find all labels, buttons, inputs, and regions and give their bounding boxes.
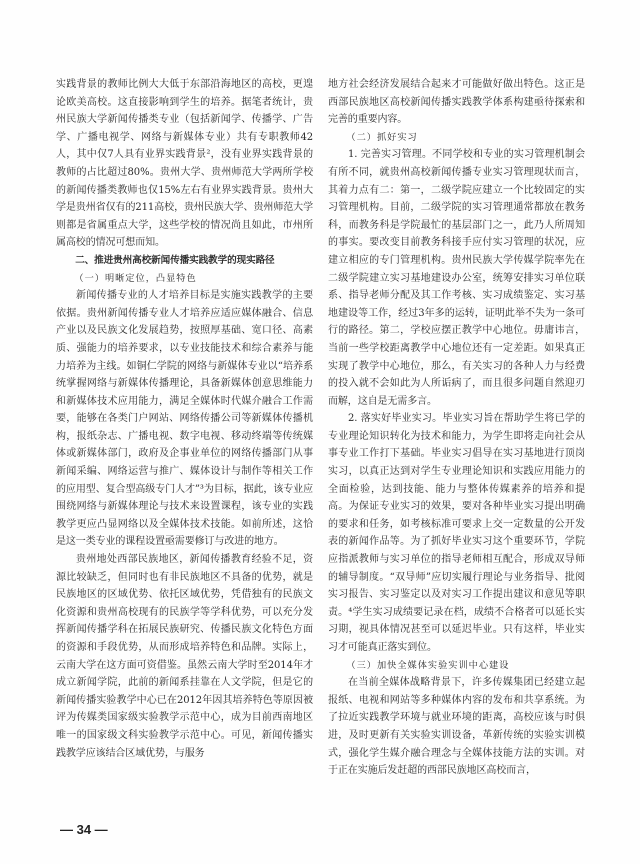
page-number: — 34 — <box>60 822 108 837</box>
subsection-heading: （二）抓好实习 <box>346 131 418 143</box>
subsection-heading: （一）明晰定位，凸显特色 <box>74 272 197 284</box>
paragraph-continued: 实践背景的教师比例大大低于东部沿海地区的高校，更遑论欧美高校。这直接影响到学生的培养。据笔者统计，贵州民族大学新闻传播类专业（包括新闻学、传播学、广告学、广播电视学、网络与新媒体专业）共有专职教师42人，其中仅7人具有业界实践背景²，没有业界实践背景的教师的占比超过80%。贵州大学、贵州师范大学两所学校的新闻传播类教师也仅15%左右有业界实践背景。贵州大学是贵州省仅有的211高校，贵州民族大学、贵州师范大学则都是省属重点大学，这些学校的情况尚且如此，市州所属高校的情况可想而知。 <box>56 79 313 249</box>
body-paragraph: 新闻传播专业的人才培养目标是实施实践教学的主要依据。贵州新闻传播专业人才培养应适应媒体融合、信息产业以及民族文化发展趋势，按照厚基础、宽口径、高素质、强能力的培养要求，以专业技能技术和综合素养与能力培养为主线。如铜仁学院的网络与新媒体专业以“培养系统掌握网络与新媒体传播理论，具备新媒体创意思维能力和新媒体技术应用能力，满足全媒体时代媒介融合工作需要，能够在各类门户网站、网络传播公司等新媒体传播机构，报纸杂志、广播电视、数字电视、移动终端等传统媒体或新媒体部门，政府及企事业单位的网络传播部门从事新闻采编、网络运营与推广、媒体设计与制作等相关工作的应用型、复合型高级专门人才”³为目标，据此，该专业应围绕网络与新媒体理论与技术来设置课程，该专业的实践教学更应凸显网络以及全媒体技术技能。如前所述，这恰是这一类专业的课程设置亟需要修订与改进的地方。 <box>56 290 313 548</box>
paragraph-continued: 地方社会经济发展结合起来才可能做好做出特色。这正是西部民族地区高校新闻传播实践教学体系构建亟待探索和完善的重要内容。 <box>328 79 585 126</box>
body-paragraph: 1. 完善实习管理。不同学校和专业的实习管理机制会有所不同，就贵州高校新闻传播专业实习管理现状而言，其着力点有二：第一，二级学院应建立一个比较固定的实习管理机构。目前，二级学院的实习管理通常都放在教务科，而教务科是学院最忙的基层部门之一，此乃人所周知的事实。要改变目前教务科接手应付实习管理的状况，应建立相应的专门管理机构。贵州民族大学传媒学院率先在二级学院建立实习基地建设办公室，统筹安排实习单位联系、指导老师分配及其工作考核、实习成绩鉴定、实习基地建设等工作，经过3年多的运转，证明此举不失为一条可行的路径。第二，学校应摆正教学中心地位。毋庸讳言，当前一些学校距离教学中心地位还有一定差距。如果真正实现了教学中心地位，那么，有关实习的各种人力与经费的投入就不会如此为人所诟病了，而且很多问题自然迎刃而解，这自是无需多言。 <box>328 149 585 407</box>
subsection-heading: （三）加快全媒体实验实训中心建设 <box>346 659 510 671</box>
body-paragraph: 在当前全媒体战略背景下，许多传媒集团已经建立起报纸、电视和网站等多种媒体内容的发布和共享系统。为了拉近实践教学环境与就业环境的距离，高校应该与时俱进，及时更新有关实验实训设备，革新传统的实验实训模式，强化学生媒介融合理念与全媒体技能方法的实训。对于正在实施后发赶超的西部民族地区高校而言， <box>328 677 585 777</box>
section-heading: 二、推进贵州高校新闻传播实践教学的现实路径 <box>75 254 275 266</box>
body-paragraph: 贵州地处西部民族地区，新闻传播教育经验不足，资源比较缺乏，但同时也有非民族地区不具备的优势，就是民族地区的区域优势、依托区域优势，凭借独有的民族文化资源和贵州高校现有的民族学等学科优势，可以充分发挥新闻传播学科在拓展民族研究、传播民族文化特色方面的资源和手段优势，从而形成培养特色和品牌。实际上，云南大学在这方面可资借鉴。虽然云南大学时至2014年才成立新闻学院，此前的新闻系挂靠在人文学院，但是它的新闻传播实验教学中心已在2012年因其培养特色等原因被评为传媒类国家级实验教学示范中心，成为目前西南地区唯一的国家级文科实验教学示范中心。可见，新闻传播实践教学应该结合区域优势，与服务 <box>56 554 313 759</box>
body-paragraph: 2. 落实好毕业实习。毕业实习旨在帮助学生将已学的专业理论知识转化为技术和能力，为学生即将走向社会从事专业工作打下基础。毕业实习倡导在实习基地进行顶岗实习，以真正达到对学生专业理论知识和实践应用能力的全面检验，达到技能、能力与整体传媒素养的培养和提高。为保证专业实习的效果，要对各种毕业实习提出明确的要求和任务，如考核标准可要求上交一定数量的公开发表的新闻作品等。为了抓好毕业实习这个重要环节，学院应指派教师与实习单位的指导老师相互配合，形成双导师的辅导制度。“双导师”应切实履行理论与业务指导、批阅实习报告、实习鉴定以及对实习工作提出建议和意见等职责。⁴学生实习成绩要记录在档，成绩不合格者可以延长实习期，视具体情况甚至可以延迟毕业。只有这样，毕业实习才可能真正落实到位。 <box>328 413 585 653</box>
right-column <box>328 76 585 780</box>
left-column <box>56 76 313 762</box>
